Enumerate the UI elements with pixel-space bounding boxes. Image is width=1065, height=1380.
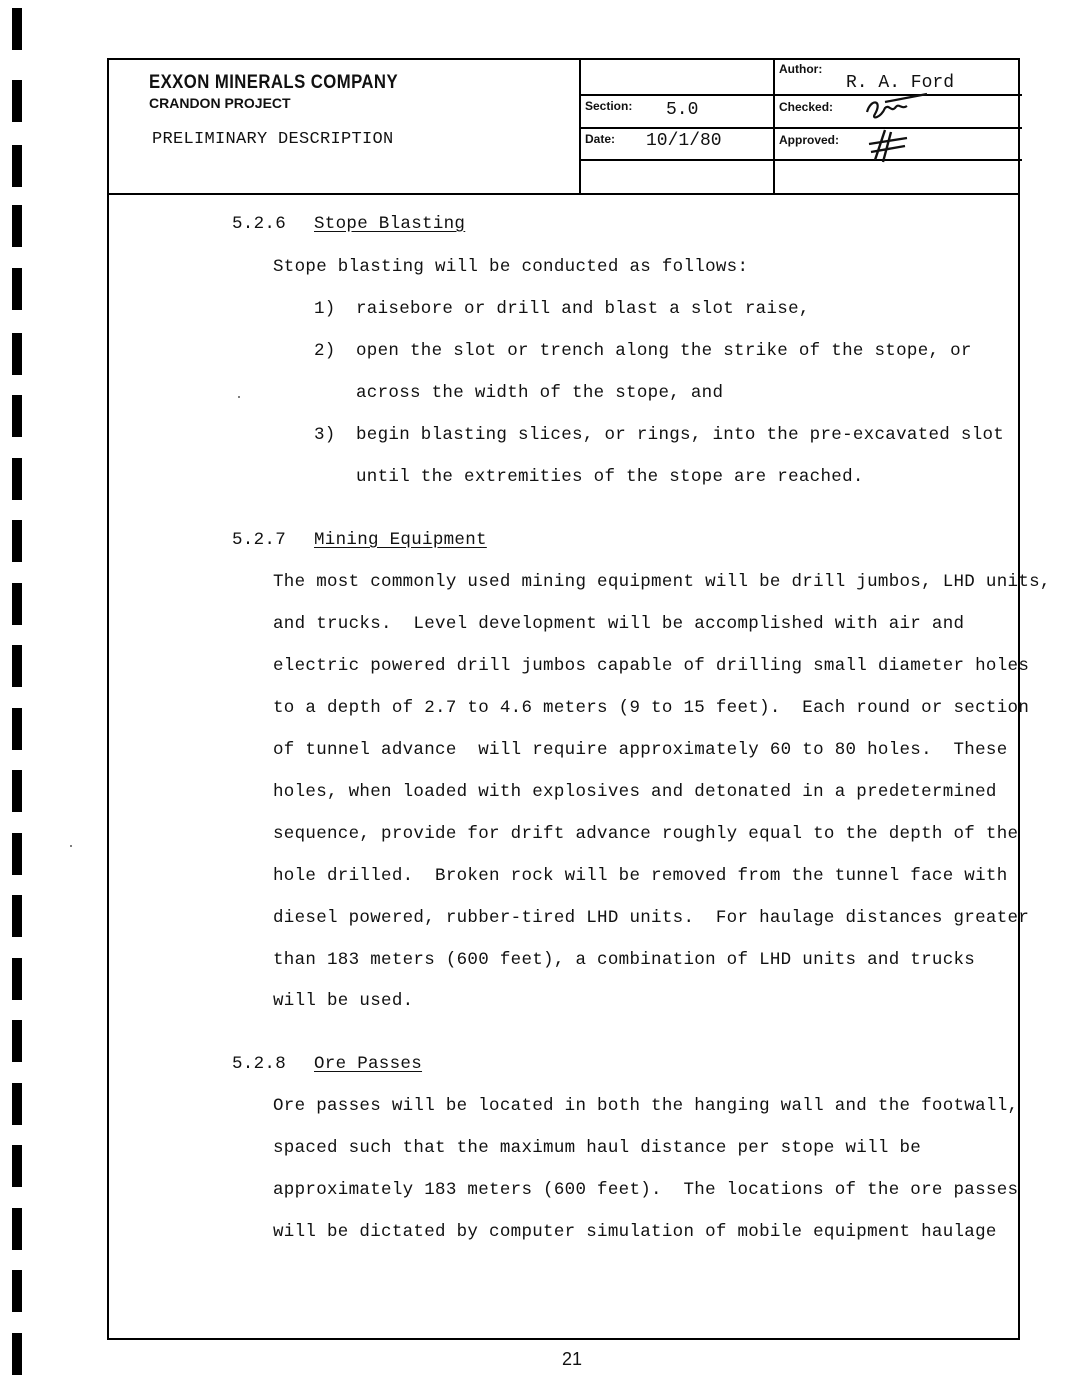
- binding-mark: [12, 1083, 22, 1125]
- binding-mark: [12, 395, 22, 437]
- paragraph-line: holes, when loaded with explosives and detonated in a predetermined: [273, 782, 997, 802]
- binding-mark: [12, 80, 22, 122]
- binding-mark: [12, 958, 22, 1000]
- list-item-line: raisebore or drill and blast a slot raise,: [356, 299, 810, 319]
- section-title: Mining Equipment: [314, 530, 487, 550]
- divider: [579, 127, 1022, 129]
- paragraph-line: The most commonly used mining equipment will be drill jumbos, LHD units,: [273, 572, 1051, 592]
- list-item-number: 3): [314, 425, 336, 445]
- date-label: Date:: [585, 132, 616, 146]
- section-number: 5.2.8: [232, 1054, 287, 1074]
- divider: [579, 159, 1022, 161]
- binding-mark: [12, 8, 22, 50]
- paragraph-line: Ore passes will be located in both the hanging wall and the footwall,: [273, 1096, 1019, 1116]
- title-block: [109, 60, 1018, 195]
- binding-mark: [12, 895, 22, 937]
- company-name: EXXON MINERALS COMPANY: [149, 72, 399, 93]
- divider: [579, 94, 1022, 96]
- paragraph-line: Stope blasting will be conducted as follows:: [273, 257, 749, 277]
- paragraph-line: hole drilled. Broken rock will be removed from the tunnel face with: [273, 866, 1008, 886]
- binding-mark: [12, 1270, 22, 1312]
- date-value: 10/1/80: [646, 131, 722, 151]
- binding-mark: [12, 770, 22, 812]
- checked-label: Checked:: [779, 100, 834, 114]
- section-title: Stope Blasting: [314, 214, 466, 234]
- binding-mark: [12, 1020, 22, 1062]
- binding-mark: [12, 333, 22, 375]
- section-number: 5.2.7: [232, 530, 287, 550]
- paragraph-line: diesel powered, rubber-tired LHD units. For haulage distances greater: [273, 908, 1030, 928]
- approved-label: Approved:: [779, 133, 839, 147]
- binding-mark: [12, 268, 22, 310]
- section-value: 5.0: [666, 100, 699, 120]
- list-item-number: 2): [314, 341, 336, 361]
- binding-mark: [12, 145, 22, 187]
- list-item-line: across the width of the stope, and: [356, 383, 724, 403]
- section-number: 5.2.6: [232, 214, 287, 234]
- binding-mark: [12, 645, 22, 687]
- checked-signature: [861, 90, 933, 124]
- section-label: Section:: [585, 99, 633, 113]
- binding-mark: [12, 1145, 22, 1187]
- paragraph-line: than 183 meters (600 feet), a combination of LHD units and trucks: [273, 950, 976, 970]
- list-item-line: open the slot or trench along the strike of the stope, or: [356, 341, 972, 361]
- paragraph-line: will be used.: [273, 991, 414, 1011]
- document-title: PRELIMINARY DESCRIPTION: [152, 130, 394, 149]
- author-value: R. A. Ford: [846, 73, 955, 93]
- list-item-number: 1): [314, 299, 336, 319]
- paragraph-line: will be dictated by computer simulation of mobile equipment haulage: [273, 1222, 997, 1242]
- paragraph-line: of tunnel advance will require approximately 60 to 80 holes. These: [273, 740, 1008, 760]
- paragraph-line: electric powered drill jumbos capable of drilling small diameter holes: [273, 656, 1030, 676]
- page-number: 21: [562, 1349, 583, 1369]
- binding-mark: [12, 458, 22, 500]
- paragraph-line: to a depth of 2.7 to 4.6 meters (9 to 15 feet). Each round or section: [273, 698, 1030, 718]
- paragraph-line: and trucks. Level development will be accomplished with air and: [273, 614, 965, 634]
- paragraph-line: sequence, provide for drift advance roughly equal to the depth of the: [273, 824, 1019, 844]
- author-label: Author:: [779, 62, 823, 76]
- binding-mark: [12, 583, 22, 625]
- project-name: CRANDON PROJECT: [149, 95, 291, 111]
- binding-mark: [12, 205, 22, 247]
- binding-mark: [12, 1208, 22, 1250]
- scan-speck: [70, 845, 72, 847]
- list-item-line: until the extremities of the stope are reached.: [356, 467, 864, 487]
- approved-signature: [865, 126, 915, 166]
- paragraph-line: spaced such that the maximum haul distance per stope will be: [273, 1138, 922, 1158]
- binding-mark: [12, 520, 22, 562]
- paragraph-line: approximately 183 meters (600 feet). The locations of the ore passes: [273, 1180, 1019, 1200]
- binding-mark: [12, 708, 22, 750]
- list-item-line: begin blasting slices, or rings, into the pre-excavated slot: [356, 425, 1005, 445]
- binding-mark: [12, 833, 22, 875]
- binding-mark: [12, 1333, 22, 1375]
- section-title: Ore Passes: [314, 1054, 423, 1074]
